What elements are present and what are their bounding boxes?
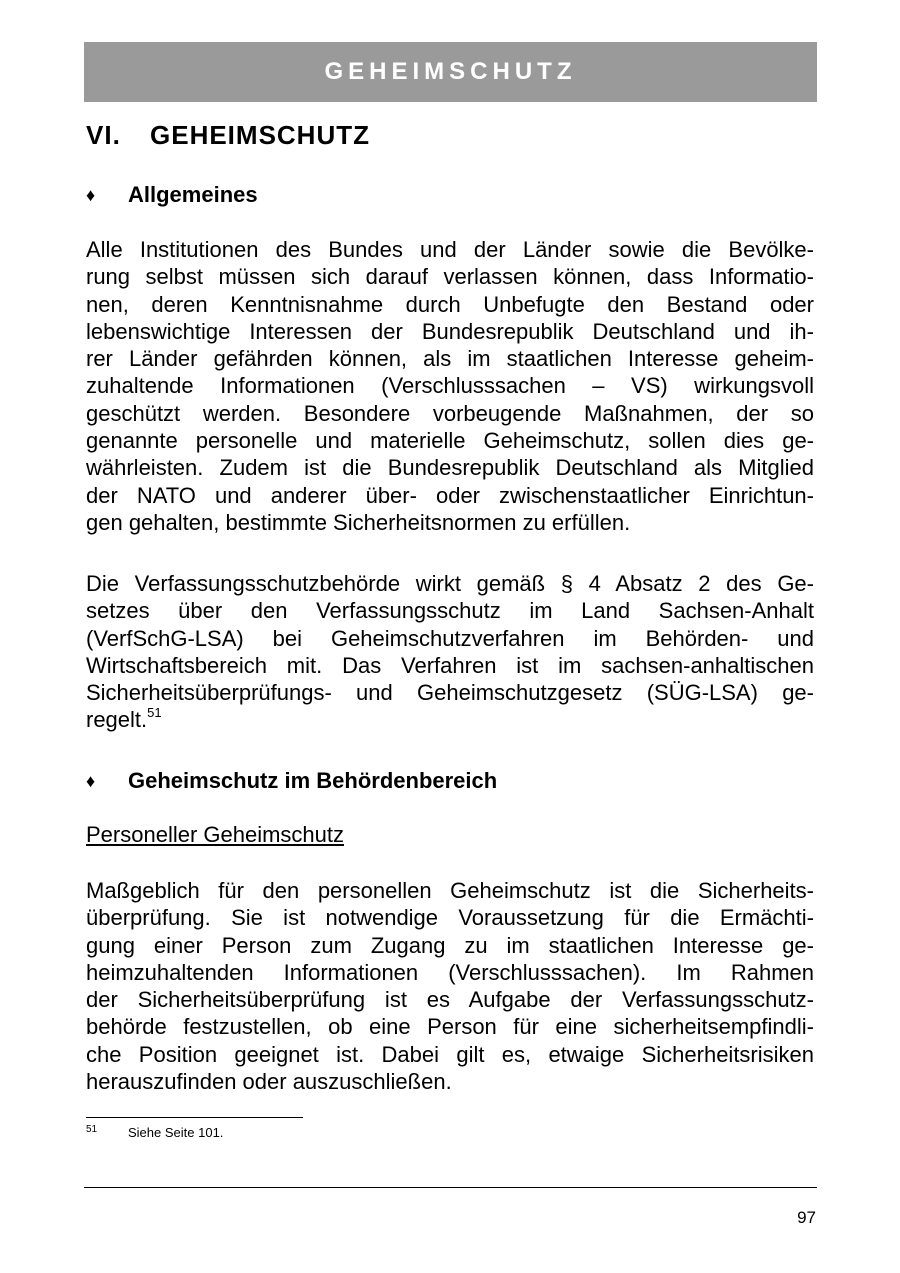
text-line: lebenswichtige Interessen der Bundesrepublik Deutschland und ih- [86, 318, 814, 344]
subheading-personeller-geheimschutz: Personeller Geheimschutz [86, 822, 345, 847]
paragraph-verfassungsschutz [86, 570, 814, 734]
text-line: herauszufinden oder auszuschließen. [86, 1069, 452, 1095]
text-line: überprüfung. Sie ist notwendige Voraussetzung für die Ermächti- [86, 905, 814, 931]
footnote [86, 1125, 223, 1140]
footnote-separator [86, 1117, 303, 1118]
paragraph-intro [86, 236, 814, 536]
running-header-banner [84, 42, 817, 102]
text-line: gung einer Person zum Zugang zu im staatlichen Interesse ge- [86, 932, 814, 958]
paragraph-personeller-geheimschutz [86, 877, 814, 1095]
text-line-fragment: regelt. [86, 707, 148, 733]
diamond-bullet-icon: ♦ [86, 770, 96, 791]
running-header-title: GEHEIMSCHUTZ [324, 58, 577, 85]
text-line: gen gehalten, bestimmte Sicherheitsnormen zu erfüllen. [86, 509, 631, 535]
text-line: der Sicherheitsüberprüfung ist es Aufgabe der Verfassungsschutz- [86, 987, 814, 1013]
text-line: che Position geeignet ist. Dabei gilt es, etwaige Sicherheitsrisiken [86, 1041, 814, 1067]
text-line: Sicherheitsüberprüfungs- und Geheimschutzgesetz (SÜG-LSA) ge- [86, 680, 814, 706]
diamond-bullet-icon: ♦ [86, 184, 96, 205]
section-title: Geheimschutz im Behördenbereich [128, 768, 498, 793]
text-line: rung selbst müssen sich darauf verlassen können, dass Informatio- [86, 264, 814, 290]
text-line: rer Länder gefährden können, als im staatlichen Interesse geheim- [86, 346, 814, 372]
footnote-text: Siehe Seite 101. [128, 1125, 224, 1140]
page-number: 97 [797, 1208, 816, 1227]
chapter-title: GEHEIMSCHUTZ [150, 120, 370, 150]
footnote-reference: 51 [147, 705, 162, 721]
text-line: geschützt werden. Besondere vorbeugende Maßnahmen, der so [86, 400, 814, 426]
chapter-number: VI. [86, 120, 121, 150]
text-line: heimzuhaltenden Informationen (Verschlusssachen). Im Rahmen [86, 959, 814, 985]
text-line: der NATO und anderer über- oder zwischenstaatlicher Einrichtun- [86, 482, 814, 508]
text-line [86, 706, 814, 733]
text-line: währleisten. Zudem ist die Bundesrepublik Deutschland als Mitglied [86, 455, 814, 481]
text-line: genannte personelle und materielle Geheimschutz, sollen dies ge- [86, 428, 814, 454]
text-line: Alle Institutionen des Bundes und der Länder sowie die Bevölke- [86, 237, 814, 262]
text-line: behörde festzustellen, ob eine Person für eine sicherheitsempfindli- [86, 1014, 814, 1040]
text-line: Die Verfassungsschutzbehörde wirkt gemäß § 4 Absatz 2 des Ge- [86, 571, 814, 596]
text-line: (VerfSchG-LSA) bei Geheimschutzverfahren im Behörden- und [86, 625, 814, 651]
section-title: Allgemeines [128, 182, 258, 207]
text-line: nen, deren Kenntnisnahme durch Unbefugte den Bestand oder [86, 291, 814, 317]
section-heading-allgemeines [86, 182, 258, 208]
text-line: Maßgeblich für den personellen Geheimschutz ist die Sicherheits- [86, 878, 814, 903]
chapter-heading [86, 120, 370, 151]
section-heading-behoerdenbereich [86, 768, 497, 794]
footnote-number: 51 [86, 1124, 98, 1135]
text-line: Wirtschaftsbereich mit. Das Verfahren ist im sachsen-anhaltischen [86, 652, 814, 678]
text-line: zuhaltende Informationen (Verschlusssachen – VS) wirkungsvoll [86, 373, 814, 399]
text-line: setzes über den Verfassungsschutz im Land Sachsen-Anhalt [86, 598, 814, 624]
page-footer-rule [84, 1187, 817, 1188]
